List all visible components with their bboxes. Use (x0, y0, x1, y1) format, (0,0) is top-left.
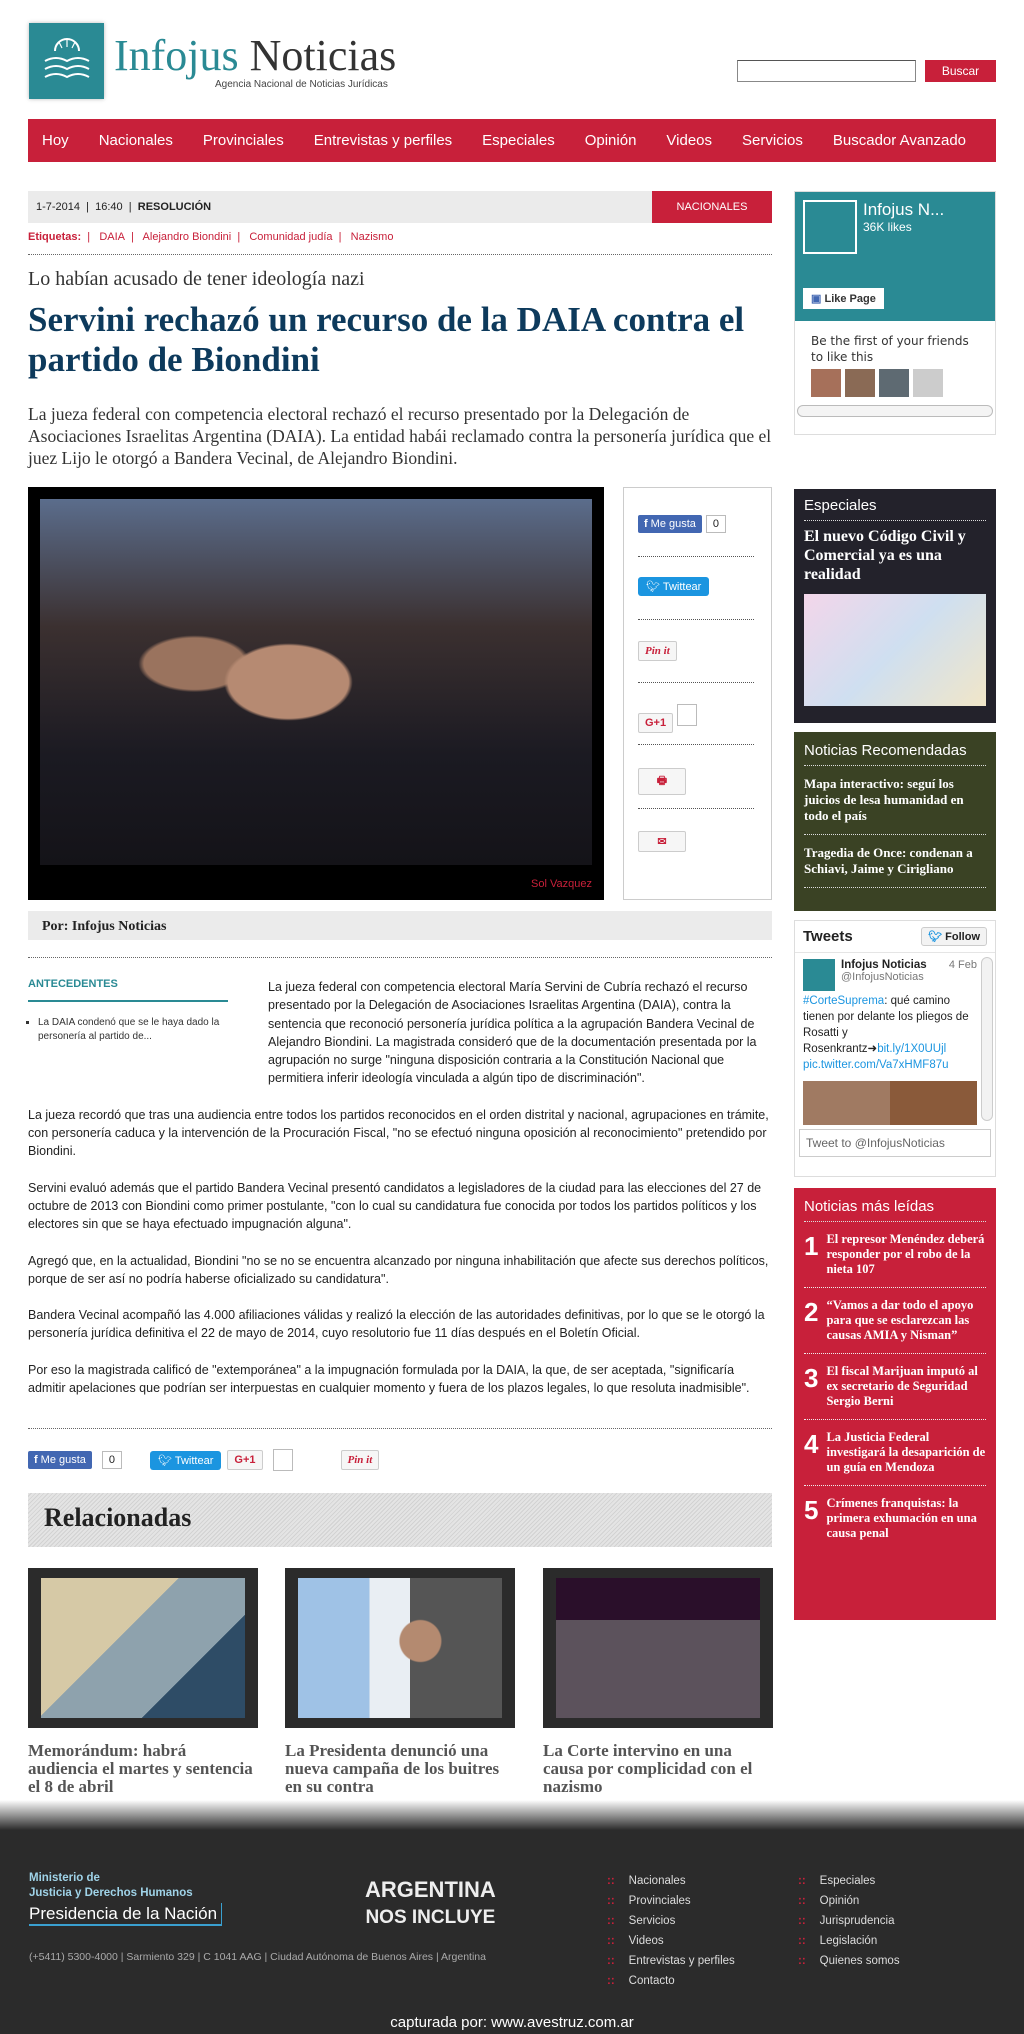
fb-page-name[interactable]: Infojus N... (863, 200, 945, 219)
footer (0, 1830, 1024, 2034)
paragraph: La jueza federal con competencia electoral María Servini de Cubría rechazó el recurso presentado por la Delegación de Asociaciones Israelitas Argentina (DAIA), contra la sentencia que reconoció personería jurídica política a la agrupación Bandera Vecinal de Alejandro Biondini. La magistrada consideró que de la documentación presentada por la agrupación no surge "ninguna disposición contraria a la Constitución Nacional que permitiera inferir ideología vinculada a algún tipo de discriminación". (268, 980, 757, 1086)
related-title: Relacionadas (28, 1493, 772, 1547)
byline: Por: Infojus Noticias (28, 911, 772, 940)
footer-link[interactable]: :: Provinciales (607, 1895, 691, 1907)
twitter-widget (794, 920, 996, 1177)
footer-link[interactable]: :: Videos (607, 1935, 664, 1947)
article-meta: 1-7-2014 | 16:40 | RESOLUCIÓN (28, 191, 772, 223)
like-count: 0 (102, 1451, 122, 1469)
tweet-author[interactable]: Infojus Noticias (841, 959, 927, 971)
paragraph: La jueza recordó que tras una audiencia entre todos los partidos reconocidos en el orden distrital y nacional, agrupaciones en trámite, con personería caduca y la intervención de la Procuración Fiscal, "no se efectuó ninguna oposición al reconocimiento" pretendido por Biondini. (28, 1107, 769, 1159)
like-page-button[interactable]: ▣ Like Page (803, 288, 884, 309)
article-title: Servini rechazó un recurso de la DAIA contra el partido de Biondini (28, 300, 745, 379)
paragraph: Por eso la magistrada calificó de "extemporánea" a la impugnación formulada por la DAIA, la que, de ser aceptada, "significaría admitir apelaciones que podrían ser interpuestas en cualquier momento y fuera de los plazos legales, lo que resoluta inadmisible". (28, 1362, 750, 1396)
article-kicker: Lo habían acusado de tener ideología nazi (28, 268, 365, 290)
book-sun-icon (41, 37, 93, 85)
share-row (28, 1449, 379, 1471)
recomendada-link[interactable]: Mapa interactivo: seguí los juicios de lesa humanidad en todo el país (804, 776, 964, 823)
article-time: 16:40 (95, 201, 123, 213)
recomendadas-title: Noticias Recomendadas (804, 742, 967, 759)
recomendadas-box (794, 732, 996, 911)
divider (28, 957, 772, 958)
footer-link[interactable]: :: Especiales (798, 1875, 875, 1887)
facebook-icon: ▣ (811, 293, 822, 305)
facebook-page-widget (794, 191, 996, 435)
tweet-text: #CorteSuprema: qué camino tienen por delante los pliegos de Rosatti y Rosenkrantz➜bit.ly/1X0UUjl pic.twitter.com/Va7xHMF87u (803, 995, 969, 1071)
twitter-bird-icon: 🐦︎ (158, 1454, 173, 1467)
site-tagline: Agencia Nacional de Noticias Jurídicas (215, 79, 388, 90)
nav-especiales[interactable]: Especiales (482, 132, 555, 149)
paragraph: Agregó que, en la actualidad, Biondini "no se no se encuentra alcanzado por ninguna inhabilitación que afecte sus derechos políticos, porque de ser así no podría haberse oficializado su candidatura". (28, 1253, 769, 1286)
related-card[interactable] (543, 1568, 773, 1796)
tweet-button[interactable]: 🐦︎ Twittear (150, 1451, 221, 1470)
related-image (298, 1578, 502, 1718)
related-card[interactable] (28, 1568, 258, 1796)
tweet-handle: @InfojusNoticias (841, 971, 924, 983)
capture-credit: capturada por: www.avestruz.com.ar (390, 2014, 634, 2031)
footer-link[interactable]: :: Legislación (798, 1935, 877, 1947)
tweet-scrollbar[interactable] (981, 957, 993, 1121)
ministry-logo[interactable]: Ministerio de Justicia y Derechos Humanos Presidencia de la Nación (29, 1871, 222, 1926)
tags-label: Etiquetas: (28, 231, 82, 243)
especiales-image[interactable] (804, 594, 986, 706)
tweet-avatar (803, 959, 835, 991)
article-kind: RESOLUCIÓN (137, 201, 212, 213)
mas-leidas-title: Noticias más leídas (804, 1198, 935, 1215)
tag-link[interactable]: Comunidad judía (249, 231, 333, 243)
tweet-compose-input[interactable]: Tweet to @InfojusNoticias (799, 1129, 991, 1157)
like-count: 0 (706, 515, 726, 533)
divider (28, 254, 772, 255)
google-plus-button[interactable]: G+1 (638, 713, 673, 733)
nav-entrevistas[interactable]: Entrevistas y perfiles (313, 132, 453, 149)
footer-link[interactable]: :: Opinión (798, 1895, 859, 1907)
mas-leida-item[interactable]: 4 La Justicia Federal investigará la desaparición de un guía en Mendoza (804, 1420, 986, 1486)
twitter-bird-icon: 🐦︎ (928, 931, 943, 943)
tweets-title: Tweets (803, 928, 853, 945)
tag-link[interactable]: Nazismo (350, 231, 394, 243)
logo[interactable] (29, 23, 104, 99)
article-lede: La jueza federal con competencia electoral rechazó el recurso presentado por la Delegación de Asociaciones Israelitas Argentina (DAIA). La entidad habái reclamado contra la personería jurídica que el juez Lijo le otorgó a Bandera Vecinal, de Alejandro Biondini. (28, 404, 772, 468)
nav-provinciales[interactable]: Provinciales (202, 132, 284, 149)
recomendada-link[interactable]: Tragedia de Once: condenan a Schiavi, Jaime y Cirigliano (804, 845, 973, 876)
photo-image (40, 499, 592, 865)
footer-link[interactable]: :: Servicios (607, 1915, 675, 1927)
nav-servicios[interactable]: Servicios (742, 132, 803, 149)
article-date: 1-7-2014 (36, 201, 81, 213)
nav-hoy[interactable]: Hoy (42, 132, 69, 149)
pinterest-button[interactable]: Pin it (341, 1450, 380, 1470)
nav-nacionales[interactable]: Nacionales (98, 132, 173, 149)
email-icon[interactable]: ✉︎ (638, 831, 686, 852)
friend-avatars (795, 365, 995, 401)
related-card-title[interactable]: La Presidenta denunció una nueva campaña de los buitres en su contra (285, 1741, 500, 1796)
divider (28, 1428, 772, 1429)
facebook-like-button[interactable]: f Me gusta (28, 1451, 92, 1469)
paragraph: Servini evaluó además que el partido Bandera Vecinal presentó candidatos a legisladores de la ciudad para las elecciones del 27 de octubre de 2013 con Biondini como primer postulante, "con lo cual su candidatura fue conocida por todos los partidos políticos y los electores sin que se haya efectuado impugnación alguna". (28, 1180, 762, 1232)
antecedentes-title: ANTECEDENTES (28, 978, 228, 1002)
footer-link[interactable]: :: Entrevistas y perfiles (607, 1955, 735, 1967)
facebook-icon: f (644, 518, 648, 530)
gplus-count (677, 704, 697, 726)
footer-address: (+5411) 5300-4000 | Sarmiento 329 | C 1041 AAG | Ciudad Autónoma de Buenos Aires | Argentina (29, 1951, 486, 1963)
related-card-title[interactable]: La Corte intervino en una causa por complicidad con el nazismo (543, 1741, 753, 1796)
mas-leida-item[interactable]: 2 “Vamos a dar todo el apoyo para que se esclarezcan las causas AMIA y Nisman” (804, 1288, 986, 1354)
article-photo (28, 487, 604, 900)
footer-link[interactable]: :: Nacionales (607, 1875, 686, 1887)
facebook-like-button[interactable]: f Me gusta (638, 515, 702, 533)
related-card[interactable] (285, 1568, 515, 1796)
tag-link[interactable]: Alejandro Biondini (142, 231, 232, 243)
nav-buscador-avanzado[interactable]: Buscador Avanzado (832, 132, 967, 149)
site-title[interactable]: Infojus Noticias (114, 31, 397, 80)
related-image (556, 1578, 760, 1718)
antecedente-link[interactable]: ▪ La DAIA condenó que se le haya dado la personería al partido de... (38, 1016, 228, 1044)
google-plus-button[interactable]: G+1 (227, 1450, 262, 1470)
fb-friends-text: Be the first of your friends to like this (811, 334, 969, 364)
nav-videos[interactable]: Videos (666, 132, 713, 149)
mas-leida-item[interactable]: 5 Crímenes franquistas: la primera exhumación en una causa penal (804, 1495, 977, 1540)
search-input[interactable] (737, 60, 916, 82)
nav-opinion[interactable]: Opinión (584, 132, 637, 149)
antecedentes-box (28, 978, 228, 1044)
pinterest-button[interactable]: Pin it (638, 641, 677, 661)
page-avatar (803, 200, 857, 254)
photo-credit: Sol Vazquez (531, 878, 592, 890)
footer-link[interactable]: :: Jurisprudencia (798, 1915, 894, 1927)
tweet-image (803, 1081, 977, 1125)
footer-link[interactable]: :: Quienes somos (798, 1955, 900, 1967)
slogan-logo: ARGENTINA NOS INCLUYE (365, 1877, 496, 1928)
horizontal-scrollbar[interactable] (797, 405, 993, 417)
print-icon[interactable]: 🖶︎ (638, 768, 686, 795)
especiales-title: Especiales (804, 497, 877, 514)
section-badge[interactable]: NACIONALES (652, 191, 772, 223)
tweet-date: 4 Feb (948, 959, 977, 971)
fb-likes: 36K likes (863, 220, 912, 234)
follow-button[interactable]: 🐦︎ Follow (921, 927, 987, 946)
mas-leidas-box (794, 1188, 996, 1620)
gplus-count (273, 1449, 293, 1471)
search-button[interactable]: Buscar (925, 60, 996, 82)
footer-link[interactable]: :: Contacto (607, 1975, 675, 1987)
related-card-title[interactable]: Memorándum: habrá audiencia el martes y sentencia el 8 de abril (28, 1741, 253, 1796)
twitter-bird-icon: 🐦︎ (646, 581, 660, 593)
mas-leida-item[interactable]: 3 El fiscal Marijuan imputó al ex secretario de Seguridad Sergio Berni (804, 1354, 986, 1420)
tweet-button[interactable]: 🐦︎ Twittear (638, 577, 709, 596)
especiales-headline[interactable]: El nuevo Código Civil y Comercial ya es una realidad (804, 528, 966, 583)
related-image (41, 1578, 245, 1718)
share-box (623, 487, 772, 900)
facebook-icon: f (34, 1454, 38, 1466)
mas-leida-item[interactable]: 1 El represor Menéndez deberá responder por el robo de la nieta 107 (804, 1222, 986, 1288)
paragraph: Bandera Vecinal acompañó las 4.000 afiliaciones válidas y realizó la elección de las autoridades definitivas, por lo que se le otorgó la personería jurídica definitiva el 22 de mayo de 2014, cuyo resolutorio fue 11 días después en el Boletín Oficial. (28, 1308, 765, 1341)
especiales-box (794, 489, 996, 723)
tag-link[interactable]: DAIA (99, 231, 126, 243)
tags: Etiquetas: | DAIA | Alejandro Biondini | Comunidad judía | Nazismo (28, 231, 394, 243)
main-nav (28, 119, 996, 162)
